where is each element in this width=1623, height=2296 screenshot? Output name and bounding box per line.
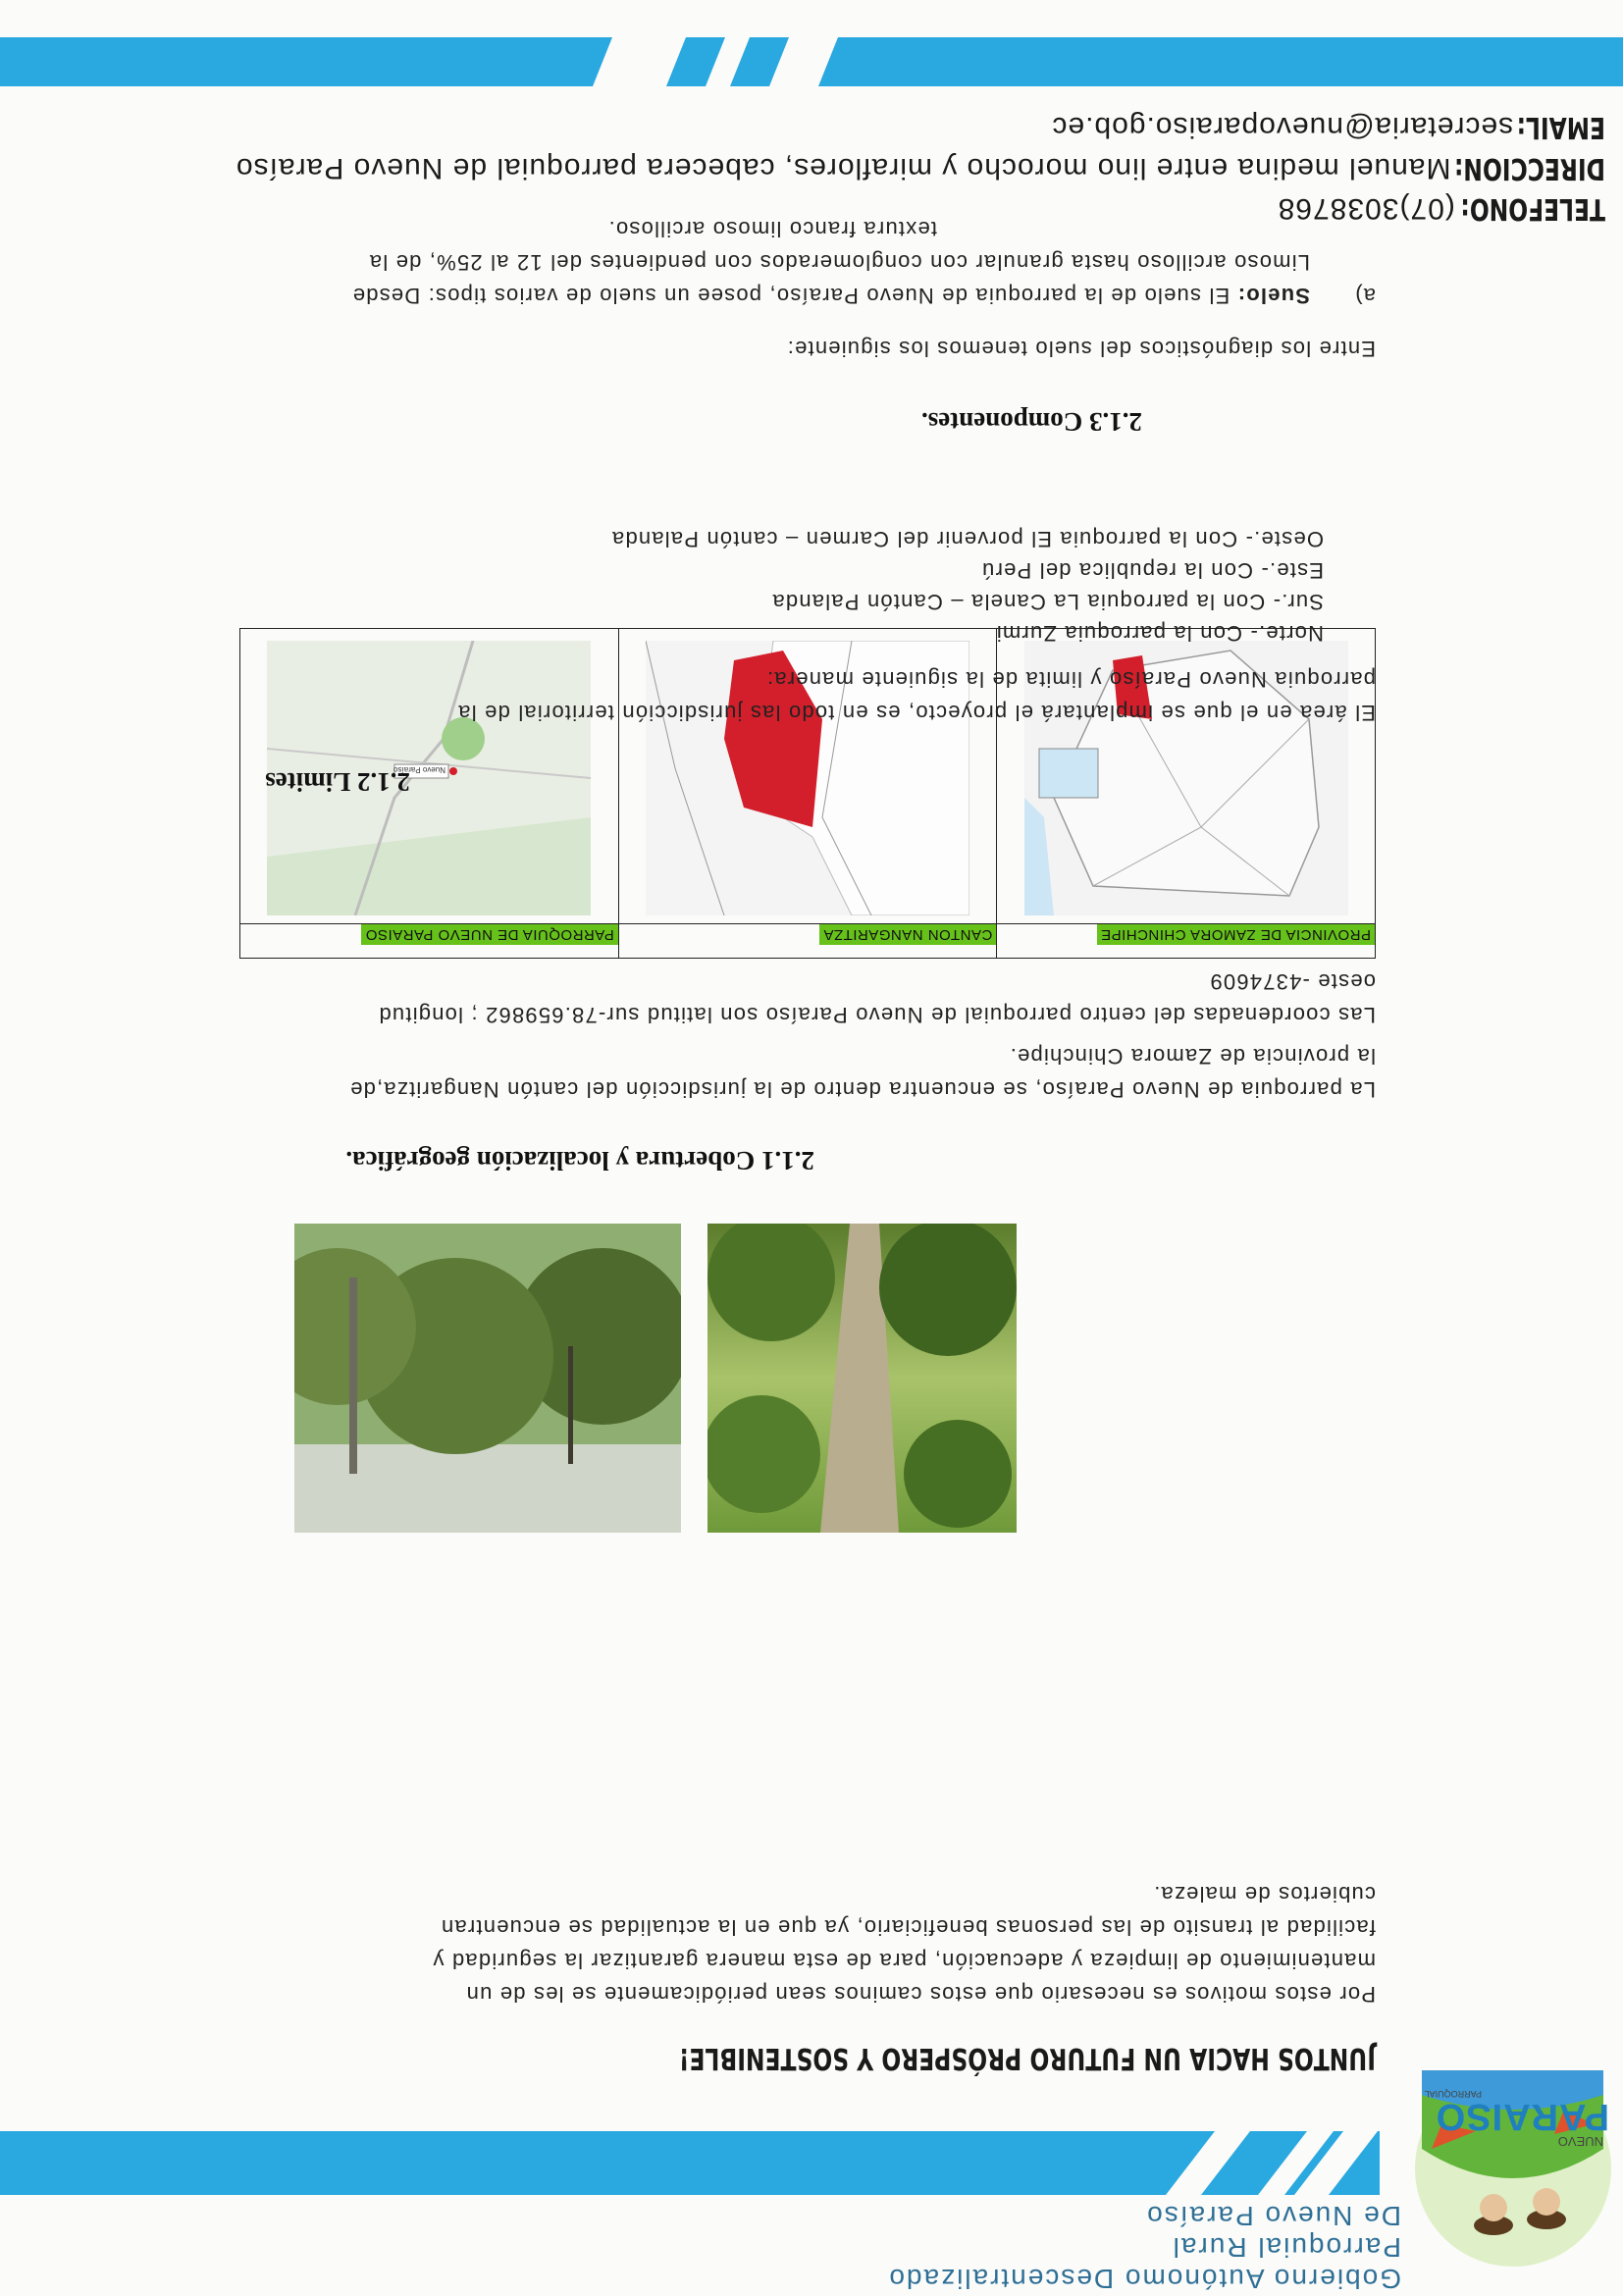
logo-tag: PARROQUIAL — [1424, 2089, 1482, 2099]
footer-address-label: DIRECCION: — [1453, 151, 1605, 185]
logo-small-text: NUEVO — [1557, 2134, 1603, 2149]
section-2-1-2-paragraph — [139, 662, 1376, 729]
map-pin-label: Nuevo Paraíso — [393, 765, 446, 775]
intro-line: facilidad al transito de las personas beneficiario, ya que en la actualidad se encuentran — [440, 1915, 1376, 1940]
soil-item-text: textura franco limoso arcilloso. — [607, 217, 937, 241]
section-2-1-1-paragraph-2 — [139, 965, 1376, 1031]
organization-name — [887, 2200, 1401, 2294]
map-caption-cell — [997, 924, 1376, 959]
text-line: La parroquia de Nuevo Paraíso, se encuentra dentro de la jurisdicción del cantón Nangaritza,de — [349, 1077, 1376, 1102]
header-blue-band — [0, 2131, 1380, 2195]
footer-phone-label: TELEFONO: — [1460, 191, 1605, 226]
vegetation-photo — [294, 1224, 681, 1533]
intro-line: mantenimiento de limpieza y adecuación, para de esta manera garantizar la seguridad y — [432, 1949, 1376, 1973]
map-caption: PROVINCIA DE ZAMORA CHINCHIPE — [1097, 924, 1375, 945]
org-line-1: Gobierno Autónomo Descentralizado — [887, 2264, 1401, 2294]
logo-text-block — [1413, 2089, 1609, 2149]
header-motto: JUNTOS HACIA UN FUTURO PRÓSPERO Y SOSTENIBLE! — [678, 2041, 1376, 2075]
org-line-3: De Nuevo Paraíso — [1145, 2201, 1401, 2231]
section-2-1-1-paragraph-1 — [139, 1039, 1376, 1106]
limit-south: Sur.- Con la parroquia La Canela – Cantón Palanda — [771, 590, 1324, 614]
map-caption-row — [240, 924, 1376, 959]
org-line-2: Parroquial Rural — [1171, 2232, 1401, 2263]
soil-item-label: Suelo: — [1236, 284, 1310, 308]
soil-item-marker: a) — [1354, 284, 1376, 308]
logo-title: PARAISO — [1435, 2096, 1609, 2137]
section-2-1-3-intro: Entre los diagnósticos del suelo tenemos los siguiente: — [786, 337, 1376, 361]
footer-email-value: secretaria@nuevoparaiso.gob.ec — [1051, 111, 1514, 143]
footer-phone — [1278, 191, 1605, 226]
text-line: Las coordenadas del centro parroquial de Nuevo Paraíso son latitud sur-78.659862 ; longitud — [378, 1003, 1376, 1027]
intro-line: Por estos motivos es necesario que estos caminos sean periódicamente se les de un — [465, 1982, 1376, 2007]
footer-email-label: EMAIL: — [1516, 110, 1605, 144]
map-caption-cell — [240, 924, 619, 959]
limit-west: Oeste.- Con la parroquia El porvenir del Carmen – cantón Palanda — [610, 527, 1324, 551]
limit-north: Norte.- Con la parroquia Zurmi — [995, 621, 1324, 646]
limit-east: Este.- Con la republica del Perú — [980, 558, 1324, 583]
section-2-1-2-title: 2.1.2 Limites — [265, 767, 410, 797]
soil-item — [182, 212, 1310, 312]
text-line: El área en el que se implantará el proyecto, es en todo las jurisdicción territorial de la — [457, 701, 1376, 725]
footer-blue-band — [0, 0, 1623, 86]
map-caption: CANTON NANGARITZA — [819, 924, 996, 945]
footer-address — [236, 151, 1605, 185]
limits-list — [146, 523, 1324, 649]
footer-email — [1051, 110, 1605, 144]
soil-item-text: El suelo de la parroquia de Nuevo Paraíso, posee un suelo de varios tipos: Desde — [351, 284, 1230, 308]
footer-address-value: Manuel medina entre lino morocho y miraflores, cabecera parroquial de Nuevo Paraíso — [235, 152, 1451, 184]
section-2-1-3-title: 2.1.3 Componentes. — [920, 407, 1142, 437]
soil-item-text: Limoso arcilloso hasta granular con conglomerados con pendientes del 12 al 25%, de la — [368, 250, 1310, 275]
section-2-1-1-title: 2.1.1 Cobertura y localización geográfica. — [345, 1146, 814, 1175]
road-photo — [707, 1224, 1017, 1533]
text-line: parroquia Nuevo Paraíso y limita de la siguiente manera: — [765, 667, 1376, 692]
map-caption: PARROQUIA DE NUEVO PARAISO — [361, 924, 617, 945]
intro-line: cubiertos de maleza. — [1153, 1882, 1376, 1906]
intro-paragraph — [198, 1877, 1376, 2010]
text-line: la provincia de Zamora Chinchipe. — [1009, 1044, 1376, 1069]
footer-phone-value: (07)3038768 — [1277, 192, 1455, 225]
map-caption-cell — [618, 924, 997, 959]
text-line: oeste -4374609 — [1209, 969, 1376, 994]
